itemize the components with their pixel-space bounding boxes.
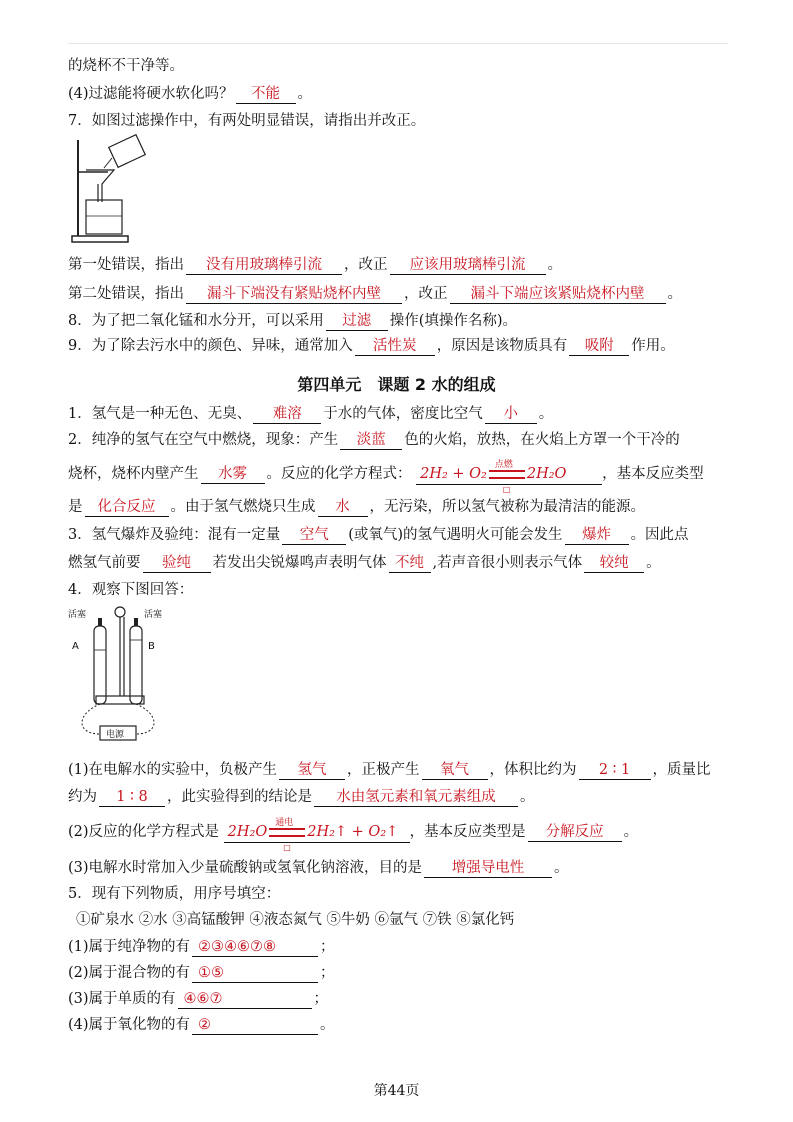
question-filter-softening [68, 84, 312, 104]
answer-blank: 水雾 [201, 466, 265, 484]
valve-label-left: 活塞 [68, 610, 87, 620]
answer-blank: 爆炸 [565, 527, 629, 545]
punct: ； [320, 939, 335, 955]
electrolysis-apparatus-figure [66, 604, 176, 754]
answer-blank: 活性炭 [355, 338, 435, 356]
prompt: 。反应的化学方程式： [266, 466, 412, 482]
prompt: 。因此点 [630, 527, 689, 543]
equals-bar [269, 817, 305, 852]
text-line: 的烧杯不干净等。 [68, 58, 184, 74]
equals-bar [489, 459, 525, 494]
answer-blank: 漏斗下端没有紧贴烧杯内壁 [186, 286, 402, 304]
prompt: 8．为了把二氧化锰和水分开，可以采用 [68, 313, 324, 329]
prompt: ，基本反应类型是 [409, 824, 526, 840]
answer-blank: 淡蓝 [340, 432, 402, 450]
q3-line1 [68, 525, 689, 545]
prompt: 约为 [68, 789, 97, 805]
electrolysis-equation [224, 817, 410, 852]
punct: 。 [547, 257, 562, 273]
punct: 。 [667, 286, 682, 302]
question-9 [68, 336, 675, 356]
tube-label-b: B [148, 641, 155, 652]
prompt: (4)属于氧化物的有 [68, 1017, 191, 1033]
prompt: ，改正 [344, 257, 388, 273]
prompt: 作用。 [631, 338, 675, 354]
prompt: (1)属于纯净物的有 [68, 939, 191, 955]
tube-label-a: A [72, 641, 79, 652]
answer-blank: 氢气 [279, 762, 345, 780]
error-2 [68, 284, 682, 304]
prompt: ，改正 [404, 286, 448, 302]
answer-blank: 1 ∶ 8 [99, 789, 165, 807]
combustion-equation [416, 459, 602, 494]
equation-products: 2H₂O [526, 466, 567, 482]
question-8 [68, 311, 517, 331]
unit-title: 第四单元 [297, 375, 362, 394]
answer-blank: 不能 [236, 86, 296, 104]
prompt: 是 [68, 499, 83, 515]
q5-title: 5．现有下列物质，用序号填空： [68, 886, 281, 902]
answer-blank: 较纯 [584, 555, 644, 573]
prompt: ，此实验得到的结论是 [167, 789, 312, 805]
filtration-apparatus-figure [68, 132, 158, 244]
error-1 [68, 255, 562, 275]
prompt: (2)属于混合物的有 [68, 965, 191, 981]
answer-blank: ①⑤ [192, 965, 318, 983]
answer-blank: 小 [485, 406, 537, 424]
prompt: 1．氢气是一种无色、无臭、 [68, 406, 252, 422]
prompt: 3．氢气爆炸及验纯：混有一定量 [68, 527, 281, 543]
answer-blank: 水由氢元素和氧元素组成 [314, 789, 518, 807]
q2-line2 [68, 459, 704, 494]
answer-blank: 吸附 [569, 338, 629, 356]
valve-label-right: 活塞 [144, 610, 163, 620]
answer-blank: 化合反应 [85, 499, 169, 517]
answer-blank: 水 [318, 499, 368, 517]
prompt: 燃氢气前要 [68, 555, 141, 571]
q4-s2 [68, 817, 639, 852]
punct: 。 [554, 860, 569, 876]
answer-blank: 分解反应 [528, 824, 622, 842]
q4-s1-line1 [68, 760, 711, 780]
answer-blank: 应该用玻璃棒引流 [390, 257, 546, 275]
prompt: 9．为了除去污水中的颜色、异味，通常加入 [68, 338, 353, 354]
q2-line3 [68, 497, 645, 517]
top-rule [68, 43, 728, 44]
answer-blank: ④⑥⑦ [178, 991, 312, 1009]
punct: 。 [320, 1017, 335, 1033]
power-label: 电源 [106, 730, 125, 740]
page-number: 第44页 [373, 1083, 420, 1099]
punct: ； [320, 965, 335, 981]
prompt: 若发出尖锐爆鸣声表明气体 [212, 555, 387, 571]
punct: ； [313, 991, 329, 1007]
question-text: (4)过滤能将硬水软化吗？ [68, 86, 234, 102]
equation-reactants: 2H₂ + O₂ [420, 466, 487, 482]
q4-title: 4．观察下图回答： [68, 582, 194, 598]
prompt: 于水的气体，密度比空气 [323, 406, 483, 422]
punct: 。 [623, 824, 639, 840]
prompt: 第二处错误，指出 [68, 286, 184, 302]
prompt: (2)反应的化学方程式是 [68, 824, 220, 840]
prompt: ，体积比约为 [489, 762, 577, 778]
answer-blank: 氧气 [422, 762, 488, 780]
box-glyph: □ [502, 484, 511, 494]
question-7: 7．如图过滤操作中，有两处明显错误，请指出并改正。 [68, 113, 426, 129]
condition-label: 点燃 [494, 459, 513, 470]
answer-blank: 漏斗下端应该紧贴烧杯内壁 [450, 286, 666, 304]
answer-blank: 难溶 [253, 406, 321, 424]
q2-line1 [68, 430, 680, 450]
section-heading [0, 372, 793, 395]
prompt: 。由于氢气燃烧只生成 [170, 499, 316, 515]
answer-blank: 验纯 [143, 555, 211, 573]
punct: 。 [538, 406, 554, 422]
q1 [68, 404, 553, 424]
prompt: ，无污染，所以氢气被称为最清洁的能源。 [369, 499, 645, 515]
q5-part2 [68, 963, 335, 983]
answer-blank: 2 ∶ 1 [579, 762, 651, 780]
q4-s3 [68, 858, 569, 878]
punct: 。 [646, 555, 661, 571]
answer-blank: ② [192, 1017, 318, 1035]
box-glyph: □ [283, 842, 291, 852]
prompt: (1)在电解水的实验中，负极产生 [68, 762, 278, 778]
prompt: (3)电解水时常加入少量硫酸钠或氢氧化钠溶液，目的是 [68, 860, 423, 876]
prompt: ,若声音很小则表示气体 [432, 555, 583, 571]
prompt: 烧杯，烧杯内壁产生 [68, 466, 199, 482]
prompt: 色的火焰，放热，在火焰上方罩一个干冷的 [404, 432, 680, 448]
punct: 。 [520, 789, 535, 805]
punct: 。 [297, 86, 313, 102]
q5-items: ①矿泉水 ②水 ③高锰酸钾 ④液态氮气 ⑤牛奶 ⑥氩气 ⑦铁 ⑧氯化钙 [76, 912, 515, 928]
prompt: (或氧气)的氢气遇明火可能会发生 [348, 527, 563, 543]
equation-reactants: 2H₂O [227, 824, 268, 840]
answer-blank: 空气 [282, 527, 346, 545]
q3-line2 [68, 553, 661, 573]
prompt: 2．纯净的氢气在空气中燃烧，现象：产生 [68, 432, 339, 448]
prompt: ，正极产生 [347, 762, 420, 778]
prompt: ，原因是该物质具有 [436, 338, 568, 354]
equation-products: 2H₂↑ + O₂↑ [307, 824, 399, 840]
prompt: ，基本反应类型 [602, 466, 704, 482]
answer-blank: 过滤 [326, 313, 388, 331]
q5-part1 [68, 937, 335, 957]
lesson-title: 课题 2 水的组成 [377, 375, 496, 394]
q5-part3 [68, 989, 328, 1009]
prompt: (3)属于单质的有 [68, 991, 176, 1007]
prompt: ，质量比 [652, 762, 711, 778]
answer-blank: 没有用玻璃棒引流 [186, 257, 342, 275]
answer-blank: ②③④⑥⑦⑧ [192, 939, 318, 957]
prompt: 第一处错误，指出 [68, 257, 184, 273]
condition-label: 通电 [275, 817, 294, 828]
prompt: 操作(填操作名称)。 [389, 313, 518, 329]
answer-blank: 不纯 [389, 555, 431, 573]
q4-s1-line2 [68, 787, 535, 807]
answer-blank: 增强导电性 [424, 860, 552, 878]
q5-part4 [68, 1015, 335, 1035]
